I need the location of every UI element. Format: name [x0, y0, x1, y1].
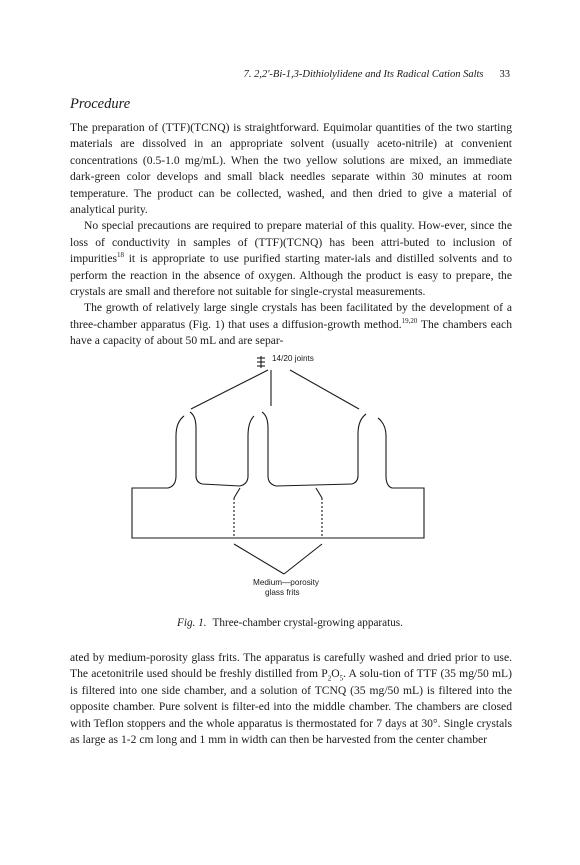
joints-label: 14/20 joints	[272, 354, 314, 363]
subscript: 2	[327, 674, 332, 683]
paragraph-text: ated by medium-porosity glass frits. The apparatus is carefully washed and dried prior to use. The acetonitrile used should be freshly distilled from P	[70, 651, 512, 681]
frit-leader-lines	[234, 544, 322, 574]
paragraph-text: No special precautions are required to prepare material of this quality. How-ever, since the loss of conductivity in samples of (TTF)(TCNQ) has been attri-buted to inclusion of impurities	[70, 219, 512, 266]
frits-label: Medium—porosity	[253, 578, 319, 587]
paragraph-text: . A solu-tion of TTF (35 mg/50 mL) is filtered into one side chamber, and a solution of TCNQ (35 mg/50 mL) is filtered into the opposite chamber. Pure solvent is filter-ed into the middle chamber. The chambers are closed with Teflon stoppers and the whole apparatus is thermostated for 7 days at 30°. Single crystals as large as 1-2 cm long and 1 mm in width can then be harvested from the center chamber	[70, 667, 513, 747]
paragraph-crystal-growth	[70, 300, 512, 349]
body-text-top	[70, 120, 512, 350]
caption-text: Three-chamber crystal-growing apparatus.	[212, 617, 403, 629]
neck-middle-right	[262, 412, 276, 486]
joint-leader-lines	[191, 370, 359, 409]
chamber-divider-top	[276, 484, 352, 486]
section-title: Procedure	[70, 96, 131, 112]
body-text-bottom	[70, 650, 512, 748]
reference-superscript: 18	[117, 251, 125, 260]
paragraph-continuation	[70, 650, 512, 748]
paragraph-precautions	[70, 218, 512, 300]
paragraph-text: O	[331, 667, 340, 681]
neck-left	[132, 416, 424, 538]
apparatus-diagram	[0, 348, 580, 593]
paragraph-text: The chambers each have a capacity of about 50 mL and are separ-	[70, 317, 512, 348]
paragraph-preparation: The preparation of (TTF)(TCNQ) is straightforward. Equimolar quantities of the two starting materials are dissolved in an appropriate solvent (usually aceto-nitrile) at convenient concentrations (0.5-1.0 mg/mL). When the two yellow solutions are mixed, an immediate dark-green color develops and small black needles separate within 30 minutes at room temperature. The product can be collected, washed, and then dried to give a material of analytical purity.	[70, 121, 512, 217]
subscript: 5	[339, 674, 344, 683]
running-head	[70, 69, 510, 80]
neck-middle	[240, 416, 254, 486]
neck-right-inner	[352, 414, 366, 484]
chamber-divider-top	[202, 484, 240, 486]
paragraph-text: The growth of relatively large single crystals has been facilitated by the development of a three-chamber apparatus (Fig. 1) that uses a diffusion-growth method.	[70, 301, 512, 331]
reference-superscript: 19,20	[401, 317, 418, 326]
frits-label-line2: glass frits	[265, 588, 300, 597]
neck-left-inner	[190, 412, 202, 484]
paragraph-text: it is appropriate to use purified starting mater-ials and distilled solvents and to perform the reaction in the absence of oxygen. Although the product is easy to prepare, the crystals are small and therefore not suitable for single-crystal measurements.	[70, 252, 512, 299]
figure-caption	[0, 617, 580, 629]
figure-number: Fig. 1.	[177, 617, 207, 629]
page-number: 33	[499, 69, 510, 80]
chapter-title: 7. 2,2'-Bi-1,3-Dithiolylidene and Its Radical Cation Salts	[243, 69, 484, 80]
joint-symbol-icon	[257, 356, 265, 368]
figure-apparatus	[0, 348, 580, 597]
